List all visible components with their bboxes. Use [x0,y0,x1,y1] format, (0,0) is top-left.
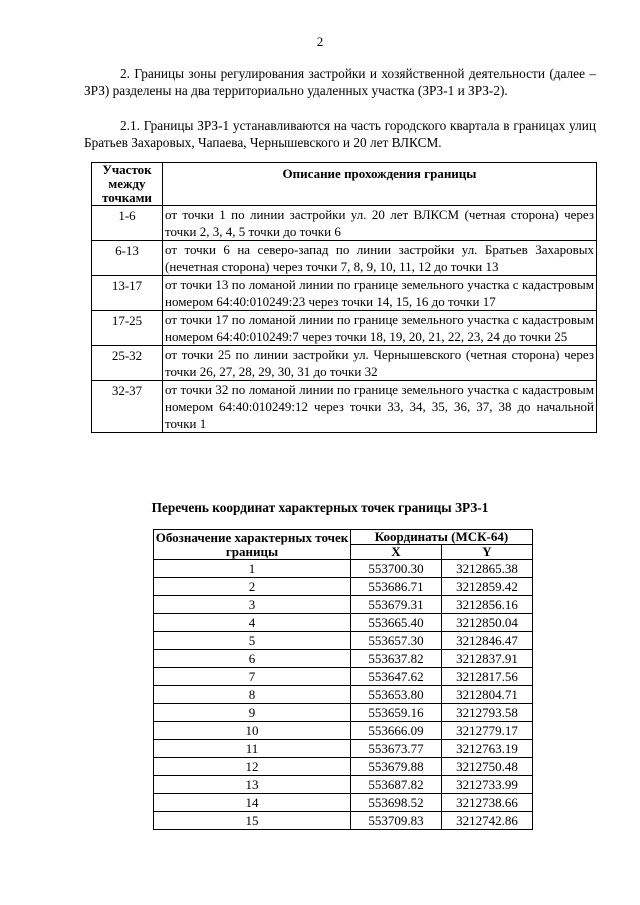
coordinate-row [154,614,533,632]
coordinate-y: 3212817.56 [442,668,533,686]
point-number: 7 [154,668,351,686]
section-segment: 13-17 [92,276,163,311]
section-segment: 17-25 [92,311,163,346]
point-number: 14 [154,794,351,812]
section-segment: 6-13 [92,241,163,276]
section-description: от точки 1 по линии застройки ул. 20 лет ВЛКСМ (четная сторона) через точки 2, 3, 4, 5 точки до точки 6 [163,206,597,241]
coordinate-x: 553665.40 [351,614,442,632]
coordinate-y: 3212738.66 [442,794,533,812]
coordinate-row [154,596,533,614]
header-description: Описание прохождения границы [163,163,597,206]
coordinate-x: 553698.52 [351,794,442,812]
coordinate-x: 553653.80 [351,686,442,704]
page-number: 2 [316,34,324,49]
point-number: 12 [154,758,351,776]
section-row [92,206,597,241]
coordinates-table [153,529,533,830]
coordinate-y: 3212850.04 [442,614,533,632]
point-number: 1 [154,560,351,578]
sections-body [92,206,597,433]
coordinate-y: 3212779.17 [442,722,533,740]
coordinate-row [154,776,533,794]
header-y: Y [442,545,533,560]
coordinate-x: 553637.82 [351,650,442,668]
section-row [92,311,597,346]
coordinate-y: 3212750.48 [442,758,533,776]
section-row [92,346,597,381]
coordinate-row [154,578,533,596]
boundary-sections-table [91,162,597,433]
section-segment: 1-6 [92,206,163,241]
coordinate-x: 553686.71 [351,578,442,596]
coordinate-y: 3212856.16 [442,596,533,614]
coordinate-x: 553647.62 [351,668,442,686]
sections-header-row [92,163,597,206]
point-number: 6 [154,650,351,668]
coordinate-row [154,704,533,722]
coordinate-x: 553673.77 [351,740,442,758]
section-description: от точки 32 по ломаной линии по границе земельного участка с кадастровым номером 64:40:010249:12 через точки 33, 34, 35, 36, 37, 38 до начальной точки 1 [163,381,597,433]
header-coordinates: Координаты (МСК-64) [351,530,533,545]
point-number: 5 [154,632,351,650]
coordinate-row [154,650,533,668]
paragraph-zrz1-text: 2.1. Границы ЗРЗ-1 устанавливаются на часть городского квартала в границах улиц Братьев Захаровых, Чапаева, Чернышевского и 20 лет ВЛКСМ. [84,118,596,150]
coordinate-x: 553679.88 [351,758,442,776]
section-segment: 25-32 [92,346,163,381]
point-number: 2 [154,578,351,596]
coordinate-row [154,740,533,758]
coordinate-y: 3212804.71 [442,686,533,704]
coordinate-row [154,560,533,578]
coordinate-x: 553687.82 [351,776,442,794]
coordinate-y: 3212763.19 [442,740,533,758]
coordinate-y: 3212742.86 [442,812,533,830]
coordinate-y: 3212846.47 [442,632,533,650]
section-segment: 32-37 [92,381,163,433]
header-x: X [351,545,442,560]
coordinate-y: 3212733.99 [442,776,533,794]
coordinate-x: 553679.31 [351,596,442,614]
coordinate-y: 3212865.38 [442,560,533,578]
section-description: от точки 13 по ломаной линии по границе земельного участка с кадастровым номером 64:40:010249:23 через точки 14, 15, 16 до точки 17 [163,276,597,311]
point-number: 3 [154,596,351,614]
coordinate-y: 3212859.42 [442,578,533,596]
coordinate-x: 553700.30 [351,560,442,578]
point-number: 11 [154,740,351,758]
section-row [92,276,597,311]
paragraph-zones [84,66,596,99]
coordinate-x: 553709.83 [351,812,442,830]
coordinate-row [154,668,533,686]
coordinate-x: 553659.16 [351,704,442,722]
coordinate-y: 3212793.58 [442,704,533,722]
coordinate-row [154,632,533,650]
coords-body [154,560,533,830]
point-number: 13 [154,776,351,794]
section-row [92,381,597,433]
section-description: от точки 17 по ломаной линии по границе земельного участка с кадастровым номером 64:40:010249:7 через точки 18, 19, 20, 21, 22, 23, 24 до точки 25 [163,311,597,346]
coords-header-row [154,530,533,545]
coordinate-row [154,812,533,830]
coordinate-row [154,686,533,704]
point-number: 15 [154,812,351,830]
section-description: от точки 25 по линии застройки ул. Чернышевского (четная сторона) через точки 26, 27, 28, 29, 30, 31 до точки 32 [163,346,597,381]
coordinate-row [154,758,533,776]
coordinate-y: 3212837.91 [442,650,533,668]
section-description: от точки 6 на северо-запад по линии застройки ул. Братьев Захаровых (нечетная сторона) через точки 7, 8, 9, 10, 11, 12 до точки 13 [163,241,597,276]
coordinate-row [154,794,533,812]
point-number: 10 [154,722,351,740]
coordinate-x: 553666.09 [351,722,442,740]
coordinate-x: 553657.30 [351,632,442,650]
point-number: 4 [154,614,351,632]
point-number: 9 [154,704,351,722]
coordinate-row [154,722,533,740]
point-number: 8 [154,686,351,704]
paragraph-zones-text: 2. Границы зоны регулирования застройки и хозяйственной деятельности (далее – ЗРЗ) разделены на два территориально удаленных участка (ЗРЗ-1 и ЗРЗ-2). [84,66,596,98]
section-row [92,241,597,276]
header-point: Обозначение характерных точек границы [154,530,351,560]
coordinates-title: Перечень координат характерных точек границы ЗРЗ-1 [151,500,489,515]
header-segment: Участок между точками [92,163,163,206]
paragraph-zrz1 [84,118,596,151]
